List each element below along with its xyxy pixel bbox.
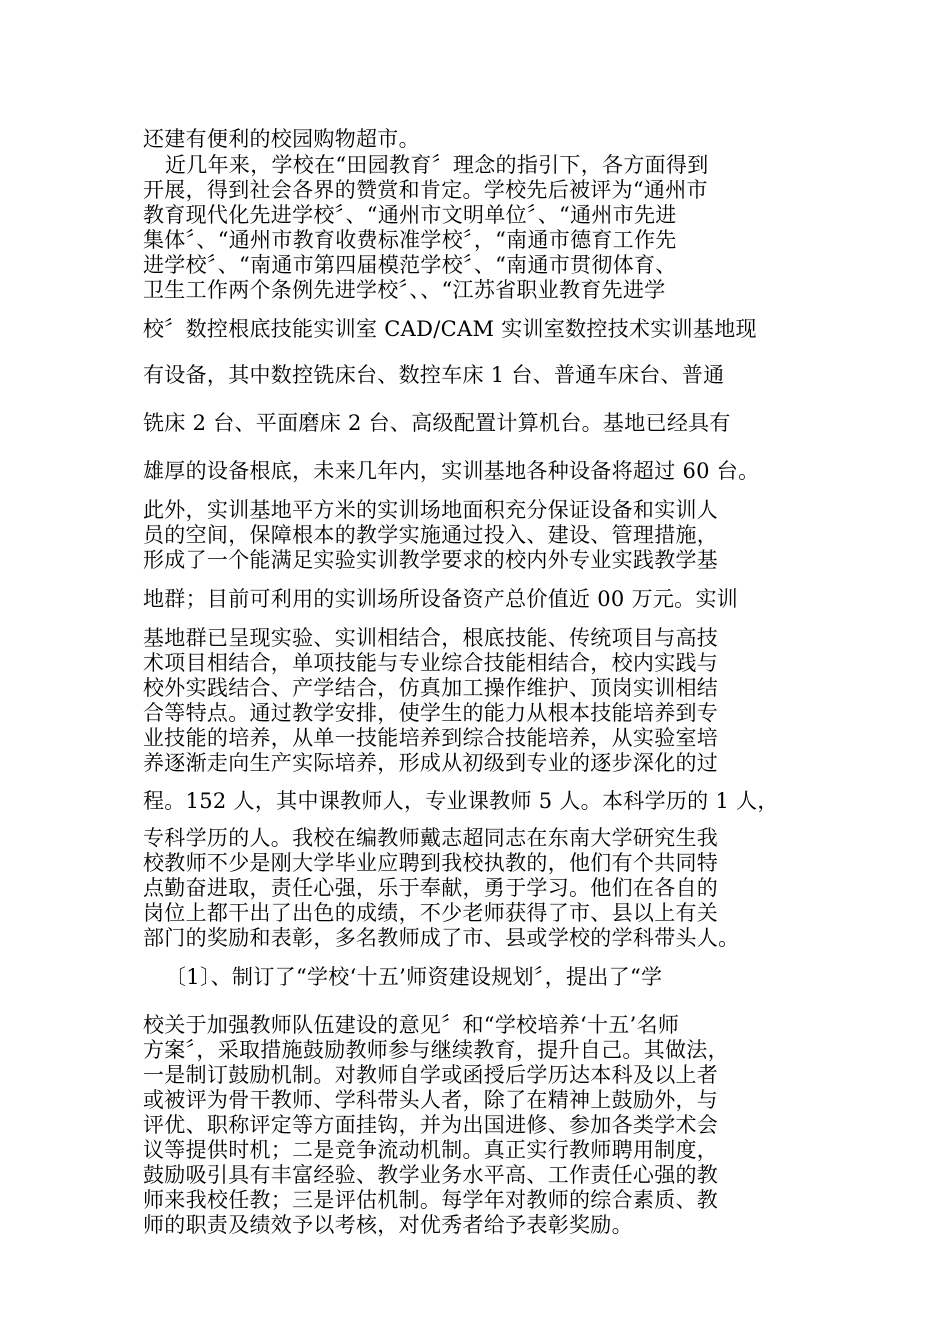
text-line: 校外实践结合、产学结合，仿真加工操作维护、顶岗实训相结 (143, 676, 719, 700)
text-line: 有设备，其中数控铣床台、数控车床 1 台、普通车床台、普通 (143, 363, 725, 387)
text-line: 还建有便利的校园购物超市。 (143, 127, 420, 151)
text-line: 鼓励吸引具有丰富经验、教学业务水平高、工作责任心强的教 (143, 1163, 719, 1187)
text-line: 术项目相结合，单项技能与专业综合技能相结合，校内实践与 (143, 651, 719, 675)
text-line: 地群；目前可利用的实训场所设备资产总价值近 00 万元。实训 (143, 587, 739, 611)
text-line: 校〞数控根底技能实训室 CAD/CAM 实训室数控技术实训基地现 (143, 317, 757, 341)
text-line: 评优、职称评定等方面挂钩，并为出国进修、参加各类学术会 (143, 1113, 719, 1137)
text-line: 岗位上都干出了出色的成绩，不少老师获得了市、县以上有关 (143, 901, 719, 925)
text-line: 合等特点。通过教学安排，使学生的能力从根本技能培养到专 (143, 701, 719, 725)
text-line: 〔1〕、制订了“学校‘十五’师资建设规划〞，提出了“学 (165, 965, 663, 989)
text-line: 铣床 2 台、平面磨床 2 台、高级配置计算机台。基地已经具有 (143, 411, 731, 435)
text-line: 进学校〞、“南通市第四届模范学校〞、“南通市贯彻体育、 (143, 253, 677, 277)
text-line: 雄厚的设备根底，未来几年内，实训基地各种设备将超过 60 台。 (143, 459, 760, 483)
text-line: 或被评为骨干教师、学科带头人者，除了在精神上鼓励外，与 (143, 1088, 719, 1112)
text-line: 此外，实训基地平方米的实训场地面积充分保证设备和实训人 (143, 498, 719, 522)
text-line: 开展，得到社会各界的赞赏和肯定。学校先后被评为“通州市 (143, 178, 708, 202)
text-line: 点勤奋进取，责任心强，乐于奉献，勇于学习。他们在各自的 (143, 876, 719, 900)
text-line: 师的职责及绩效予以考核，对优秀者给予表彰奖励。 (143, 1213, 633, 1237)
text-line: 议等提供时机；二是竞争流动机制。真正实行教师聘用制度， (143, 1138, 719, 1162)
text-line: 师来我校任教；三是评估机制。每学年对教师的综合素质、教 (143, 1188, 719, 1212)
text-line: 近几年来，学校在“田园教育〞理念的指引下，各方面得到 (165, 153, 709, 177)
text-line: 校关于加强教师队伍建设的意见〞和“学校培养‘十五’名师 (143, 1013, 680, 1037)
text-line: 教育现代化先进学校〞、“通州市文明单位〞、“通州市先进 (143, 203, 677, 227)
text-line: 卫生工作两个条例先进学校〞、、“江苏省职业教育先进学 (143, 278, 666, 302)
text-line: 程。152 人，其中课教师人，专业课教师 5 人。本科学历的 1 人， (143, 789, 779, 813)
text-line: 养逐渐走向生产实际培养，形成从初级到专业的逐步深化的过 (143, 751, 719, 775)
text-line: 业技能的培养，从单一技能培养到综合技能培养，从实验室培 (143, 726, 719, 750)
text-line: 校教师不少是刚大学毕业应聘到我校执教的，他们有个共同特 (143, 851, 719, 875)
text-line: 集体〞、“通州市教育收费标准学校〞，“南通市德育工作先 (143, 228, 677, 252)
text-line: 专科学历的人。我校在编教师戴志超同志在东南大学研究生我 (143, 826, 719, 850)
text-line: 方案〞，采取措施鼓励教师参与继续教育，提升自己。其做法， (143, 1038, 729, 1062)
text-line: 部门的奖励和表彰，多名教师成了市、县或学校的学科带头人。 (143, 926, 740, 950)
text-line: 形成了一个能满足实验实训教学要求的校内外专业实践教学基 (143, 548, 719, 572)
text-line: 基地群已呈现实验、实训相结合，根底技能、传统项目与高技 (143, 626, 719, 650)
text-line: 一是制订鼓励机制。对教师自学或函授后学历达本科及以上者 (143, 1063, 719, 1087)
text-line: 员的空间，保障根本的教学实施通过投入、建设、管理措施， (143, 523, 719, 547)
